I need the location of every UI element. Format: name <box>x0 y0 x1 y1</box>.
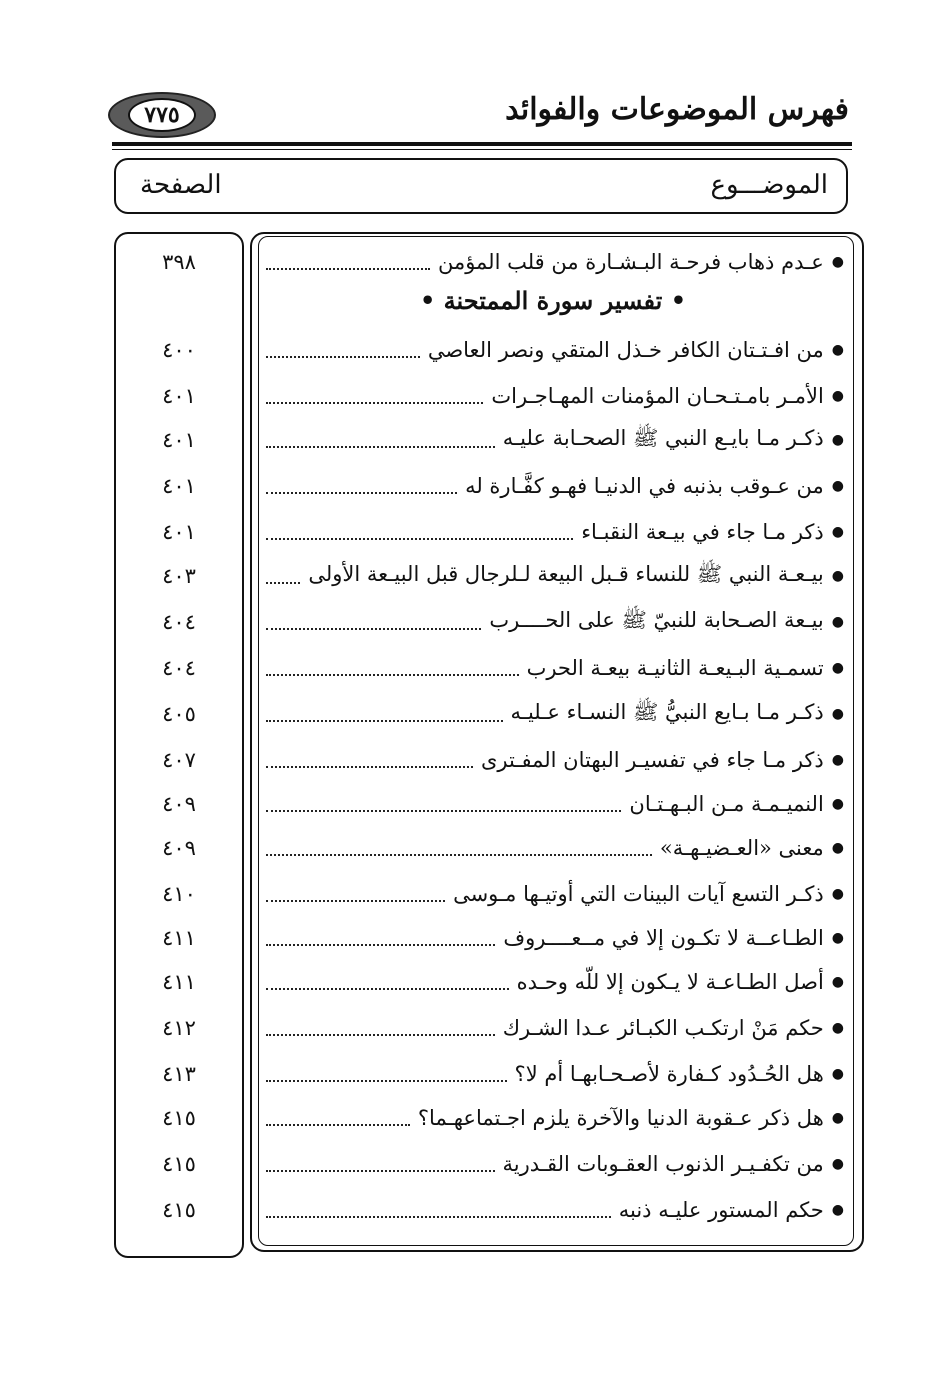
entry-page-number: ٤٠٩ <box>162 836 196 860</box>
index-entry-row <box>262 1144 844 1184</box>
bullet-icon: ● <box>831 342 844 358</box>
index-entry-row <box>262 376 844 416</box>
page-number: ٧٧٥ <box>128 98 196 132</box>
index-entry-row <box>262 784 844 824</box>
dot-leader <box>266 900 445 902</box>
dot-leader <box>266 944 495 946</box>
bullet-icon: ● <box>831 706 844 722</box>
entry-page-number: ٤٠٠ <box>162 338 196 362</box>
entry-title: من افـتـتان الكافر خـذل المتقي ونصر العاصي <box>427 338 824 362</box>
entry-page-number: ٤١١ <box>162 926 196 950</box>
entry-page-number: ٤٠٧ <box>162 748 196 772</box>
bullet-icon: ● <box>831 614 844 630</box>
entry-title: بيـعـة النبي ﷺ للنساء قـبل البيعة لـلرجال قبل البيـعة الأولى <box>308 561 824 586</box>
index-entry-row <box>262 420 844 460</box>
index-entry-row <box>262 602 844 642</box>
entry-page-number: ٤٠٣ <box>162 564 196 588</box>
bullet-icon: ● <box>831 432 844 448</box>
entry-title: هل الحُـدُود كـفارة لأصـحـابهـا أم لا؟ <box>514 1062 824 1086</box>
entry-page-number: ٤٠٤ <box>162 610 196 634</box>
page-number-badge <box>108 92 216 138</box>
page-column-label: الصفحة <box>140 170 222 200</box>
index-entry-row <box>262 512 844 552</box>
index-entry-row <box>262 828 844 868</box>
index-entry-row <box>262 918 844 958</box>
index-entry-row <box>262 740 844 780</box>
entry-page-number: ٤١٠ <box>162 882 196 906</box>
dot-leader <box>266 446 495 448</box>
dot-leader <box>266 268 430 270</box>
entry-page-number: ٤٠١ <box>162 474 196 498</box>
entry-title: من تكفـيـر الذنوب العقـوبات القـدرية <box>502 1152 824 1176</box>
bullet-icon: ● <box>831 1020 844 1036</box>
bullet-icon: ● <box>831 1110 844 1126</box>
dot-leader <box>266 1034 495 1036</box>
bullet-icon: ● <box>831 1066 844 1082</box>
bullet-icon: ● <box>831 930 844 946</box>
entry-page-number: ٤١٢ <box>162 1016 196 1040</box>
entry-title: بيـعة الصـحابة للنبيّ ﷺ على الحــــرب <box>489 607 824 632</box>
bullet-icon: ● <box>831 1202 844 1218</box>
dot-leader <box>266 1124 410 1126</box>
index-entry-row <box>262 330 844 370</box>
bullet-icon: ● <box>831 1156 844 1172</box>
index-entry-row <box>262 242 844 282</box>
bullet-icon: ● <box>831 660 844 676</box>
bullet-icon: ● <box>831 840 844 856</box>
index-entry-row <box>262 874 844 914</box>
bullet-icon: ● <box>831 796 844 812</box>
header-title: فهرس الموضوعات والفوائد <box>505 92 849 127</box>
entry-page-number: ٤١٥ <box>162 1198 196 1222</box>
section-heading: • تفسير سورة الممتحنة • <box>419 286 687 315</box>
entry-page-number: ٣٩٨ <box>162 250 196 274</box>
entry-title: ذكر مـا جاء في تفسيـر البهتان المفـترى <box>481 748 824 772</box>
header-rule-thick <box>112 142 852 146</box>
entry-page-number: ٤٠١ <box>162 520 196 544</box>
index-entry-row <box>262 1190 844 1230</box>
entry-title: ذكر مـا جاء في بيـعة النقبـاء <box>581 520 824 544</box>
entry-title: من عـوقب بذنبه في الدنيـا فهـو كفَّـارة له <box>465 474 824 498</box>
dot-leader <box>266 810 621 812</box>
dot-leader <box>266 628 481 630</box>
entry-page-number: ٤١٥ <box>162 1106 196 1130</box>
bullet-icon: ● <box>831 478 844 494</box>
dot-leader <box>266 1216 611 1218</box>
entry-title: الأمـر بامـتـحـان المؤمنات المهـاجـرات <box>491 384 824 408</box>
index-entry-row <box>262 648 844 688</box>
entry-title: ذكـر التسع آيات البينات التي أوتيـها مـوسى <box>453 882 824 906</box>
entry-title: ذكـر مـا بايـع النبي ﷺ الصحـابة عليـه <box>502 425 824 450</box>
entry-title: هل ذكر عـقوبة الدنيا والآخرة يلزم اجـتماعهـما؟ <box>417 1106 824 1130</box>
index-entry-row <box>262 1054 844 1094</box>
bullet-icon: ● <box>831 752 844 768</box>
dot-leader <box>266 492 457 494</box>
entry-title: حكم المستور عليـه ذنبه <box>618 1198 824 1222</box>
index-entry-row <box>262 694 844 734</box>
dot-leader <box>266 854 652 856</box>
entry-page-number: ٤٠٥ <box>162 702 196 726</box>
header-rule-thin <box>112 149 852 150</box>
dot-leader <box>266 402 483 404</box>
dot-leader <box>266 988 509 990</box>
index-entry-row <box>262 556 844 596</box>
entry-page-number: ٤١٥ <box>162 1152 196 1176</box>
column-header-box <box>114 158 848 214</box>
index-entry-row <box>262 1008 844 1048</box>
entry-title: تسمـية البـيعـة الثانيـة بيعـة الحرب <box>526 656 824 680</box>
entry-page-number: ٤١١ <box>162 970 196 994</box>
bullet-icon: ● <box>831 974 844 990</box>
dot-leader <box>266 766 473 768</box>
entry-title: معنى «العـضيـهـة» <box>659 836 824 860</box>
entry-page-number: ٤٠٤ <box>162 656 196 680</box>
dot-leader <box>266 720 503 722</box>
entry-page-number: ٤١٣ <box>162 1062 196 1086</box>
entry-page-number: ٤٠٩ <box>162 792 196 816</box>
dot-leader <box>266 1080 507 1082</box>
index-entry-row <box>262 1098 844 1138</box>
entry-title: حكم مَنْ ارتكـب الكبـائر عـدا الشـرك <box>502 1016 824 1040</box>
bullet-icon: ● <box>831 524 844 540</box>
entry-page-number: ٤٠١ <box>162 428 196 452</box>
dot-leader <box>266 582 300 584</box>
dot-leader <box>266 1170 495 1172</box>
entry-title: الطـاعــة لا تكـون إلا في مــعــــروف <box>503 926 824 950</box>
bullet-icon: ● <box>831 388 844 404</box>
bullet-icon: ● <box>831 886 844 902</box>
bullet-icon: ● <box>831 254 844 270</box>
index-entry-row <box>262 962 844 1002</box>
dot-leader <box>266 538 573 540</box>
bullet-icon: ● <box>831 568 844 584</box>
entry-title: ذكـر مـا بـايع النبيُّ ﷺ النسـاء عـليـه <box>510 699 824 724</box>
entry-page-number: ٤٠١ <box>162 384 196 408</box>
entry-title: النميـمـة مـن البـهـتـان <box>629 792 824 816</box>
dot-leader <box>266 674 519 676</box>
entry-title: عـدم ذهاب فرحـة البـشـارة من قلب المؤمن <box>437 250 824 274</box>
topic-column-label: الموضـــوع <box>710 170 828 200</box>
entry-title: أصل الطـاعـة لا يـكون إلا للّه وحـده <box>516 970 824 994</box>
index-entry-row <box>262 466 844 506</box>
dot-leader <box>266 356 420 358</box>
